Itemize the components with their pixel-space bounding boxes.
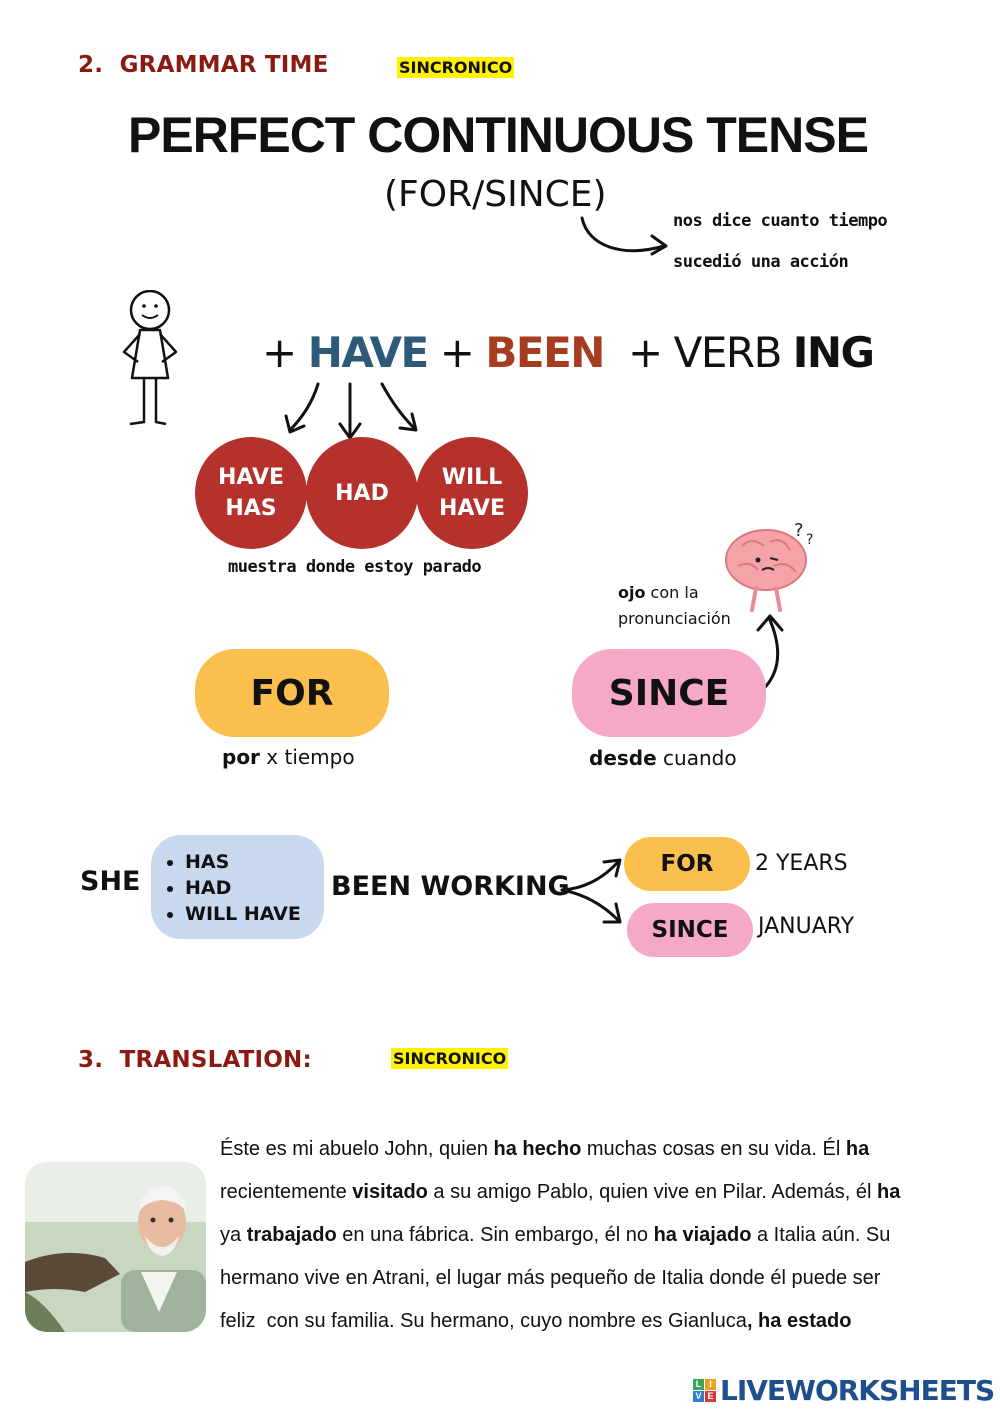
handnote-line-1: nos dice cuanto tiempo	[673, 211, 888, 231]
split-arrows-icon	[280, 380, 430, 440]
options-box	[151, 835, 324, 939]
option-item: • WILL HAVE	[185, 901, 324, 927]
options-list	[151, 835, 324, 927]
line-2-seg-2: visitado	[352, 1181, 428, 1203]
svg-text:?: ?	[794, 520, 804, 541]
since-pill: SINCE	[572, 649, 766, 737]
pronunciation-note	[618, 580, 731, 632]
since-caption	[589, 746, 737, 770]
option-item: • HAD	[185, 875, 324, 901]
section-3-title: TRANSLATION:	[119, 1047, 312, 1073]
section-3-number: 3.	[78, 1047, 104, 1073]
for-pill: FOR	[195, 649, 389, 737]
since-caption-bold: desde	[589, 746, 657, 770]
formula-verb-word: VERB	[673, 328, 781, 377]
icon-letter: L	[693, 1379, 704, 1390]
example-since-pill: SINCE	[627, 903, 753, 957]
circle-3-line-1: WILL	[441, 465, 503, 490]
liveworksheets-brand: LIVEWORKSHEETS	[720, 1374, 995, 1407]
sincronico-tag-2: SINCRONICO	[393, 1049, 507, 1068]
paragraph-line	[220, 1128, 965, 1171]
handnote-line-2: sucedió una acción	[673, 252, 849, 272]
paragraph-line	[220, 1300, 965, 1343]
circle-2-line-1: HAD	[335, 480, 389, 506]
line-1-seg-3: muchas cosas en su vida. Él	[581, 1138, 846, 1160]
icon-letter: E	[705, 1391, 716, 1402]
translation-paragraph	[220, 1128, 965, 1343]
option-item: • HAS	[185, 849, 324, 875]
paragraph-line	[220, 1171, 965, 1214]
section-2-title: GRAMMAR TIME	[119, 52, 329, 78]
paragraph-line	[220, 1257, 965, 1300]
example-since-value: JANUARY	[758, 914, 855, 939]
stick-figure-icon	[118, 290, 182, 430]
section-2-number: 2.	[78, 52, 104, 78]
fork-arrow-icon	[560, 852, 630, 932]
section-2-heading	[78, 52, 329, 78]
formula-been: BEEN	[485, 328, 604, 377]
example-for-value: 2 YEARS	[755, 851, 848, 876]
line-1-seg-4: ha	[845, 1138, 870, 1160]
line-2-seg-4: ha	[877, 1181, 901, 1203]
line-3-seg-5: a Italia aún. Su	[751, 1224, 891, 1246]
formula	[262, 328, 874, 377]
formula-plus-3: +	[627, 328, 662, 377]
paragraph-line	[220, 1214, 965, 1257]
grandfather-photo	[25, 1162, 206, 1332]
line-1-seg-2: ha hecho	[493, 1138, 582, 1160]
circles-caption: muestra donde estoy parado	[228, 557, 482, 577]
formula-plus-1: +	[262, 328, 296, 377]
example-for-pill: FOR	[624, 837, 750, 891]
line-2-seg-3: a su amigo Pablo, quien vive en Pilar. Además, él	[427, 1181, 878, 1203]
line-3-seg-3: en una fábrica. Sin embargo, él no	[336, 1224, 654, 1246]
section-3-heading	[78, 1047, 312, 1073]
page-subtitle: (FOR/SINCE)	[384, 174, 607, 215]
sincronico-tag: SINCRONICO	[399, 58, 513, 77]
line-5-seg-1: feliz con su familia. Su hermano, cuyo nombre es Gianluca	[220, 1310, 747, 1332]
formula-verb	[674, 328, 874, 377]
circle-1-line-1: HAVE	[218, 465, 284, 490]
formula-plus-2: +	[439, 328, 474, 377]
circle-3-line-2: HAVE	[439, 496, 505, 521]
icon-letter: V	[693, 1391, 704, 1402]
line-2-seg-1: recientemente	[220, 1181, 353, 1203]
formula-have: HAVE	[307, 328, 428, 377]
icon-letter: I	[705, 1379, 716, 1390]
for-caption-rest: x tiempo	[259, 745, 355, 769]
line-3-seg-1: ya	[220, 1224, 247, 1246]
pronunciation-note-line-2: pronunciación	[618, 609, 731, 628]
liveworksheets-icon	[693, 1379, 716, 1402]
circle-1-line-2: HAS	[225, 496, 277, 521]
example-verb: BEEN WORKING	[331, 871, 570, 902]
line-4-seg-1: hermano vive en Atrani, el lugar más pequeño de Italia donde él puede ser	[220, 1267, 881, 1289]
liveworksheets-logo[interactable]	[693, 1374, 994, 1407]
for-caption-bold: por	[222, 745, 260, 769]
for-caption	[222, 745, 355, 769]
svg-text:?: ?	[806, 532, 814, 548]
circle-have-has	[195, 437, 307, 549]
line-3-seg-4: ha viajado	[653, 1224, 752, 1246]
line-3-seg-2: trabajado	[246, 1224, 337, 1246]
formula-ing: ING	[792, 328, 874, 377]
example-subject: SHE	[80, 866, 141, 897]
curved-arrow-icon	[572, 212, 682, 262]
circle-had	[306, 437, 418, 549]
page-title: PERFECT CONTINUOUS TENSE	[128, 107, 868, 163]
pronunciation-note-rest: con la	[645, 583, 699, 602]
line-1-seg-1: Éste es mi abuelo John, quien	[220, 1138, 494, 1160]
since-caption-rest: cuando	[656, 746, 737, 770]
line-5-seg-2: , ha estado	[746, 1310, 852, 1332]
pronunciation-note-bold: ojo	[618, 583, 646, 602]
circle-will-have	[416, 437, 528, 549]
